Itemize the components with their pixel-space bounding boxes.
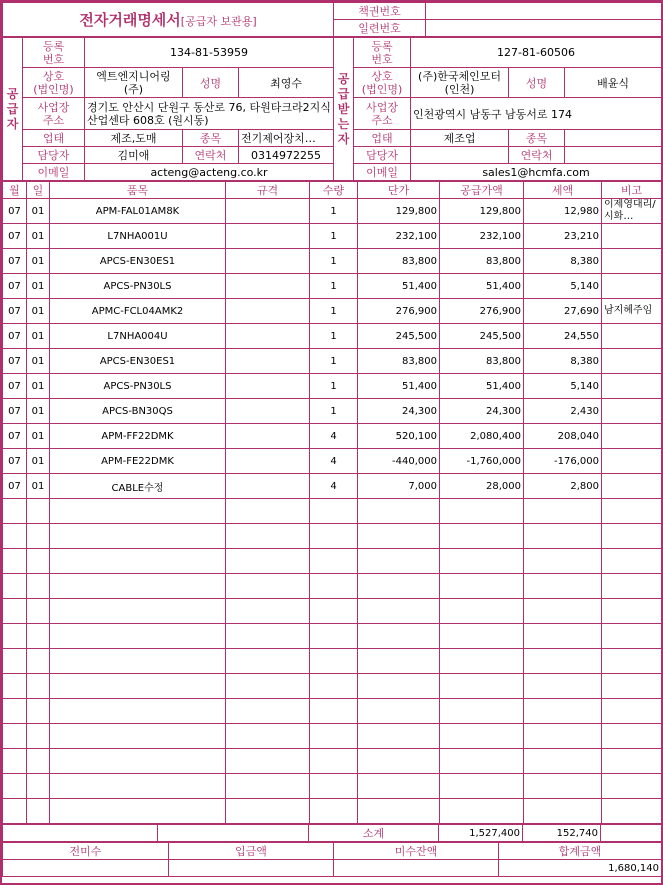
- empty-row: [3, 599, 662, 624]
- item-day: 01: [27, 449, 50, 474]
- item-spec: [226, 299, 310, 324]
- item-name: APCS-BN30QS: [50, 399, 226, 424]
- item-name: APCS-EN30ES1: [50, 349, 226, 374]
- empty-row: [3, 624, 662, 649]
- supplier-biz-item-label: 종목: [183, 130, 239, 147]
- receiver-ceo: 배윤식: [565, 68, 662, 98]
- item-day: 01: [27, 474, 50, 499]
- item-month: 07: [3, 449, 27, 474]
- item-name: APM-FE22DMK: [50, 449, 226, 474]
- table-row: [3, 299, 662, 324]
- item-month: 07: [3, 324, 27, 349]
- item-supply: 51,400: [440, 374, 524, 399]
- subtotal-label: 소계: [309, 825, 439, 842]
- receiver-biz-item: [565, 130, 662, 147]
- supplier-name-label: 성명: [183, 68, 239, 98]
- supplier-contact-label: 연락처: [183, 147, 239, 164]
- item-supply: 129,800: [440, 199, 524, 224]
- supplier-company-label: 상호 (법인명): [23, 68, 85, 98]
- item-month: 07: [3, 374, 27, 399]
- item-note: 남지혜주임: [602, 299, 662, 324]
- item-spec: [226, 199, 310, 224]
- supplier-manager-label: 담당자: [23, 147, 85, 164]
- item-month: 07: [3, 224, 27, 249]
- item-qty: 1: [310, 399, 358, 424]
- supplier-manager: 김미애: [85, 147, 183, 164]
- item-month: 07: [3, 249, 27, 274]
- item-spec: [226, 449, 310, 474]
- item-unit-price: 7,000: [358, 474, 440, 499]
- item-qty: 1: [310, 324, 358, 349]
- item-supply: 245,500: [440, 324, 524, 349]
- item-qty: 1: [310, 199, 358, 224]
- receiver-biz-type: 제조업: [411, 130, 509, 147]
- item-note: [602, 449, 662, 474]
- supplier-phone: 0314972255: [239, 147, 334, 164]
- empty-row: [3, 774, 662, 799]
- item-supply: 51,400: [440, 274, 524, 299]
- empty-row: [3, 574, 662, 599]
- item-note: [602, 224, 662, 249]
- empty-row: [3, 649, 662, 674]
- item-unit-price: -440,000: [358, 449, 440, 474]
- item-name: APM-FF22DMK: [50, 424, 226, 449]
- item-tax: 5,140: [524, 374, 602, 399]
- item-day: 01: [27, 324, 50, 349]
- supplier-email: acteng@acteng.co.kr: [85, 164, 334, 181]
- unpaid-balance-value: [334, 860, 499, 877]
- supplier-email-label: 이메일: [23, 164, 85, 181]
- item-tax: -176,000: [524, 449, 602, 474]
- item-note: [602, 374, 662, 399]
- item-note: [602, 349, 662, 374]
- col-item: 품목: [50, 182, 226, 199]
- item-tax: 8,380: [524, 249, 602, 274]
- item-spec: [226, 324, 310, 349]
- supplier-side-label: 공 급 자: [3, 38, 23, 181]
- receiver-side-label: 공 급 받 는 자: [334, 38, 354, 181]
- item-unit-price: 51,400: [358, 374, 440, 399]
- item-month: 07: [3, 299, 27, 324]
- item-supply: 2,080,400: [440, 424, 524, 449]
- item-unit-price: 245,500: [358, 324, 440, 349]
- item-day: 01: [27, 349, 50, 374]
- table-row: [3, 199, 662, 224]
- col-note: 비고: [602, 182, 662, 199]
- item-day: 01: [27, 399, 50, 424]
- item-qty: 1: [310, 224, 358, 249]
- receiver-address-label: 사업장 주소: [354, 98, 411, 130]
- receiver-name-label: 성명: [509, 68, 565, 98]
- item-day: 01: [27, 299, 50, 324]
- col-day: 일: [27, 182, 50, 199]
- item-unit-price: 83,800: [358, 249, 440, 274]
- item-name: APCS-PN30LS: [50, 374, 226, 399]
- item-unit-price: 520,100: [358, 424, 440, 449]
- item-tax: 5,140: [524, 274, 602, 299]
- table-row: [3, 274, 662, 299]
- prev-unpaid-value: [3, 860, 169, 877]
- receiver-reg-no: 127-81-60506: [411, 38, 662, 68]
- header-table: [2, 2, 662, 37]
- deposit-value: [169, 860, 334, 877]
- table-row: [3, 449, 662, 474]
- item-name: APMC-FCL04AMK2: [50, 299, 226, 324]
- item-month: 07: [3, 199, 27, 224]
- empty-row: [3, 724, 662, 749]
- prev-unpaid-label: 전미수: [3, 843, 169, 860]
- item-month: 07: [3, 474, 27, 499]
- empty-row: [3, 699, 662, 724]
- item-qty: 1: [310, 249, 358, 274]
- receiver-biz-type-label: 업태: [354, 130, 411, 147]
- item-tax: 23,210: [524, 224, 602, 249]
- table-row: [3, 324, 662, 349]
- item-supply: -1,760,000: [440, 449, 524, 474]
- item-day: 01: [27, 274, 50, 299]
- item-name: APCS-EN30ES1: [50, 249, 226, 274]
- document-title: 전자거래명세서[공급자 보관용]: [3, 3, 334, 37]
- col-supply-amount: 공급가액: [440, 182, 524, 199]
- item-unit-price: 51,400: [358, 274, 440, 299]
- total-label: 합계금액: [499, 843, 662, 860]
- receiver-reg-label: 등록 번호: [354, 38, 411, 68]
- items-header-row: [3, 182, 662, 199]
- receiver-manager: [411, 147, 509, 164]
- supplier-biz-type: 제조,도매: [85, 130, 183, 147]
- table-row: [3, 374, 662, 399]
- item-spec: [226, 224, 310, 249]
- item-spec: [226, 249, 310, 274]
- serial-no-value: [426, 20, 662, 37]
- table-row: [3, 399, 662, 424]
- item-spec: [226, 399, 310, 424]
- item-unit-price: 129,800: [358, 199, 440, 224]
- item-supply: 232,100: [440, 224, 524, 249]
- supplier-address-label: 사업장 주소: [23, 98, 85, 130]
- parties-table: [2, 37, 662, 181]
- items-table: [2, 181, 662, 824]
- summary-table: [2, 824, 662, 842]
- item-supply: 83,800: [440, 349, 524, 374]
- table-row: [3, 249, 662, 274]
- item-note: [602, 399, 662, 424]
- item-supply: 276,900: [440, 299, 524, 324]
- item-note: [602, 324, 662, 349]
- item-note: [602, 424, 662, 449]
- receiver-manager-label: 담당자: [354, 147, 411, 164]
- item-unit-price: 83,800: [358, 349, 440, 374]
- receiver-email: sales1@hcmfa.com: [411, 164, 662, 181]
- deposit-label: 입금액: [169, 843, 334, 860]
- item-supply: 24,300: [440, 399, 524, 424]
- item-name: L7NHA004U: [50, 324, 226, 349]
- unpaid-balance-label: 미수잔액: [334, 843, 499, 860]
- col-qty: 수량: [310, 182, 358, 199]
- item-note: [602, 274, 662, 299]
- item-supply: 28,000: [440, 474, 524, 499]
- receiver-phone: [565, 147, 662, 164]
- item-qty: 1: [310, 374, 358, 399]
- item-qty: 4: [310, 449, 358, 474]
- subtotal-tax: 152,740: [523, 825, 601, 842]
- footer-table: [2, 842, 662, 877]
- item-spec: [226, 374, 310, 399]
- item-qty: 1: [310, 349, 358, 374]
- item-supply: 83,800: [440, 249, 524, 274]
- empty-row: [3, 549, 662, 574]
- item-qty: 1: [310, 299, 358, 324]
- subtotal-supply: 1,527,400: [439, 825, 523, 842]
- supplier-biz-item: 전기제어장치…: [239, 130, 334, 147]
- supplier-reg-label: 등록 번호: [23, 38, 85, 68]
- item-name: CABLE수정: [50, 474, 226, 499]
- item-unit-price: 232,100: [358, 224, 440, 249]
- empty-row: [3, 674, 662, 699]
- table-row: [3, 474, 662, 499]
- item-tax: 24,550: [524, 324, 602, 349]
- col-tax: 세액: [524, 182, 602, 199]
- book-no-value: [426, 3, 662, 20]
- empty-row: [3, 499, 662, 524]
- item-month: 07: [3, 399, 27, 424]
- item-tax: 27,690: [524, 299, 602, 324]
- item-day: 01: [27, 424, 50, 449]
- item-tax: 208,040: [524, 424, 602, 449]
- item-month: 07: [3, 274, 27, 299]
- supplier-company: 엑트엔지니어링(주): [85, 68, 183, 98]
- table-row: [3, 224, 662, 249]
- item-spec: [226, 424, 310, 449]
- item-day: 01: [27, 199, 50, 224]
- item-tax: 2,430: [524, 399, 602, 424]
- col-month: 월: [3, 182, 27, 199]
- empty-row: [3, 524, 662, 549]
- item-name: APM-FAL01AM8K: [50, 199, 226, 224]
- item-name: L7NHA001U: [50, 224, 226, 249]
- col-spec: 규격: [226, 182, 310, 199]
- supplier-reg-no: 134-81-53959: [85, 38, 334, 68]
- serial-no-label: 일련번호: [334, 20, 426, 37]
- item-month: 07: [3, 349, 27, 374]
- book-no-label: 책권번호: [334, 3, 426, 20]
- empty-row: [3, 799, 662, 824]
- item-tax: 12,980: [524, 199, 602, 224]
- empty-row: [3, 749, 662, 774]
- item-unit-price: 24,300: [358, 399, 440, 424]
- item-tax: 8,380: [524, 349, 602, 374]
- item-spec: [226, 474, 310, 499]
- table-row: [3, 424, 662, 449]
- item-tax: 2,800: [524, 474, 602, 499]
- item-day: 01: [27, 374, 50, 399]
- item-qty: 4: [310, 474, 358, 499]
- supplier-ceo: 최영수: [239, 68, 334, 98]
- receiver-email-label: 이메일: [354, 164, 411, 181]
- item-name: APCS-PN30LS: [50, 274, 226, 299]
- item-qty: 4: [310, 424, 358, 449]
- table-row: [3, 349, 662, 374]
- item-unit-price: 276,900: [358, 299, 440, 324]
- item-month: 07: [3, 424, 27, 449]
- receiver-contact-label: 연락처: [509, 147, 565, 164]
- receiver-address: 인천광역시 남동구 남동서로 174: [411, 98, 662, 130]
- supplier-biz-type-label: 업태: [23, 130, 85, 147]
- item-spec: [226, 349, 310, 374]
- col-unit-price: 단가: [358, 182, 440, 199]
- item-note: [602, 249, 662, 274]
- item-note: 이제영대리/시화…: [602, 199, 662, 224]
- receiver-biz-item-label: 종목: [509, 130, 565, 147]
- item-day: 01: [27, 224, 50, 249]
- item-spec: [226, 274, 310, 299]
- item-qty: 1: [310, 274, 358, 299]
- receiver-company-label: 상호 (법인명): [354, 68, 411, 98]
- total-value: 1,680,140: [499, 860, 662, 877]
- item-day: 01: [27, 249, 50, 274]
- item-note: [602, 474, 662, 499]
- subtotal-row: [3, 825, 662, 842]
- receiver-company: (주)한국체인모터(인천): [411, 68, 509, 98]
- supplier-address: 경기도 안산시 단원구 동산로 76, 타원타크라2지식산업센타 608호 (원시동): [85, 98, 334, 130]
